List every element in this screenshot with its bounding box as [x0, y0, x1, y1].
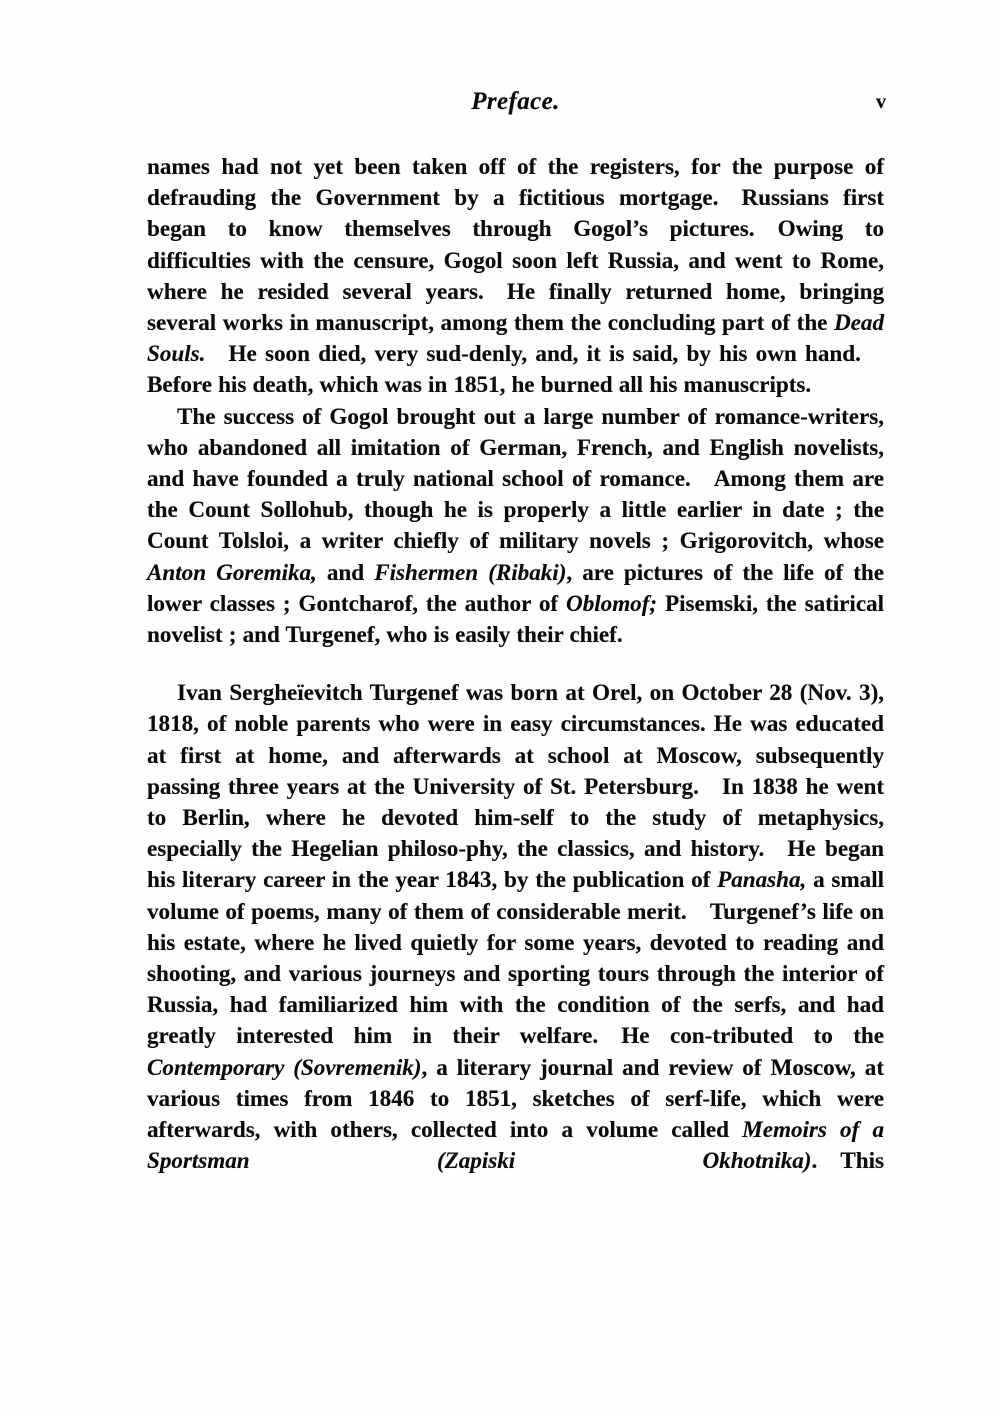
italic-title: Oblomof; — [566, 590, 658, 617]
italic-title: Panasha, — [717, 867, 807, 894]
running-head — [147, 88, 884, 122]
text-run: Pisemski, the satirical novelist ; and Turgenef, who is easily their chief. — [147, 590, 884, 649]
italic-title: Dead Souls. — [147, 310, 884, 368]
text-run: , a literary journal and review of Moscow, at various times from 1846 to 1851, sketches of serf-life, which were afterwards, with others, collected into a volume called — [147, 1054, 884, 1144]
italic-title: Anton Goremika, — [147, 559, 317, 586]
italic-title: Contemporary (Sovremenik) — [147, 1054, 422, 1081]
text-run: names had not yet been taken off of the registers, for the purpose of defrauding the Government by a fictitious mortgage. Russians first began to know themselves through Gogol’s pictures. Owing to difficulties with the censure, Gogol soon left Russia, and went to Rome, where he resided several years. He finally returned home, bringing several works in manuscript, among them the concluding part of the — [147, 154, 884, 337]
body-text-block — [147, 152, 884, 1209]
text-run: , are pictures of the life of the lower classes ; Gontcharof, the author of — [147, 559, 884, 617]
text-run: Ivan Sergheïevitch Turgenef was born at Orel, on October 28 (Nov. 3), 1818, of noble parents who were in easy circumstances. He was educated at first at home, and afterwards at school at Moscow, subsequently passing three years at the University of St. Petersburg. In 1838 he went to Berlin, where he devoted him-self to the study of metaphysics, especially the Hegelian philoso-phy, the classics, and history. He began his literary career in the year 1843, by the publication of — [147, 680, 884, 894]
page-number: v — [876, 91, 886, 113]
running-head-title: Preface. — [471, 88, 560, 115]
paragraph-para-success-of-gogol — [147, 402, 884, 652]
text-run: He soon died, very sud-denly, and, it is said, by his own hand. Before his death, which was in 1851, he burned all his manuscripts. — [147, 341, 884, 399]
text-run: The success of Gogol brought out a large number of romance-writers, who abandoned all imitation of German, French, and English novelists, and have founded a truly national school of romance. Among them are the Count Sollohub, though he is properly a little earlier in date ; the Count Tolsloi, a writer chiefly of military novels ; Grigorovitch, whose — [147, 403, 884, 555]
paragraph-para-gogol-continued — [147, 152, 884, 402]
text-run: a small volume of poems, many of them of considerable merit. Turgenef’s life on his estate, where he lived quietly for some years, devoted to reading and shooting, and various journeys and sporting tours through the interior of Russia, had familiarized him with the condition of the serfs, and had greatly interested him in their welfare. He con-tributed to the — [147, 867, 884, 1050]
text-run: and — [316, 559, 375, 586]
text-run: . This — [811, 1148, 884, 1175]
italic-title: Fishermen (Ribaki) — [374, 559, 567, 586]
paragraph-para-turgenef-biography — [147, 678, 884, 1208]
italic-title: Memoirs of a Sportsman (Zapiski Okhotnika) — [147, 1117, 885, 1175]
